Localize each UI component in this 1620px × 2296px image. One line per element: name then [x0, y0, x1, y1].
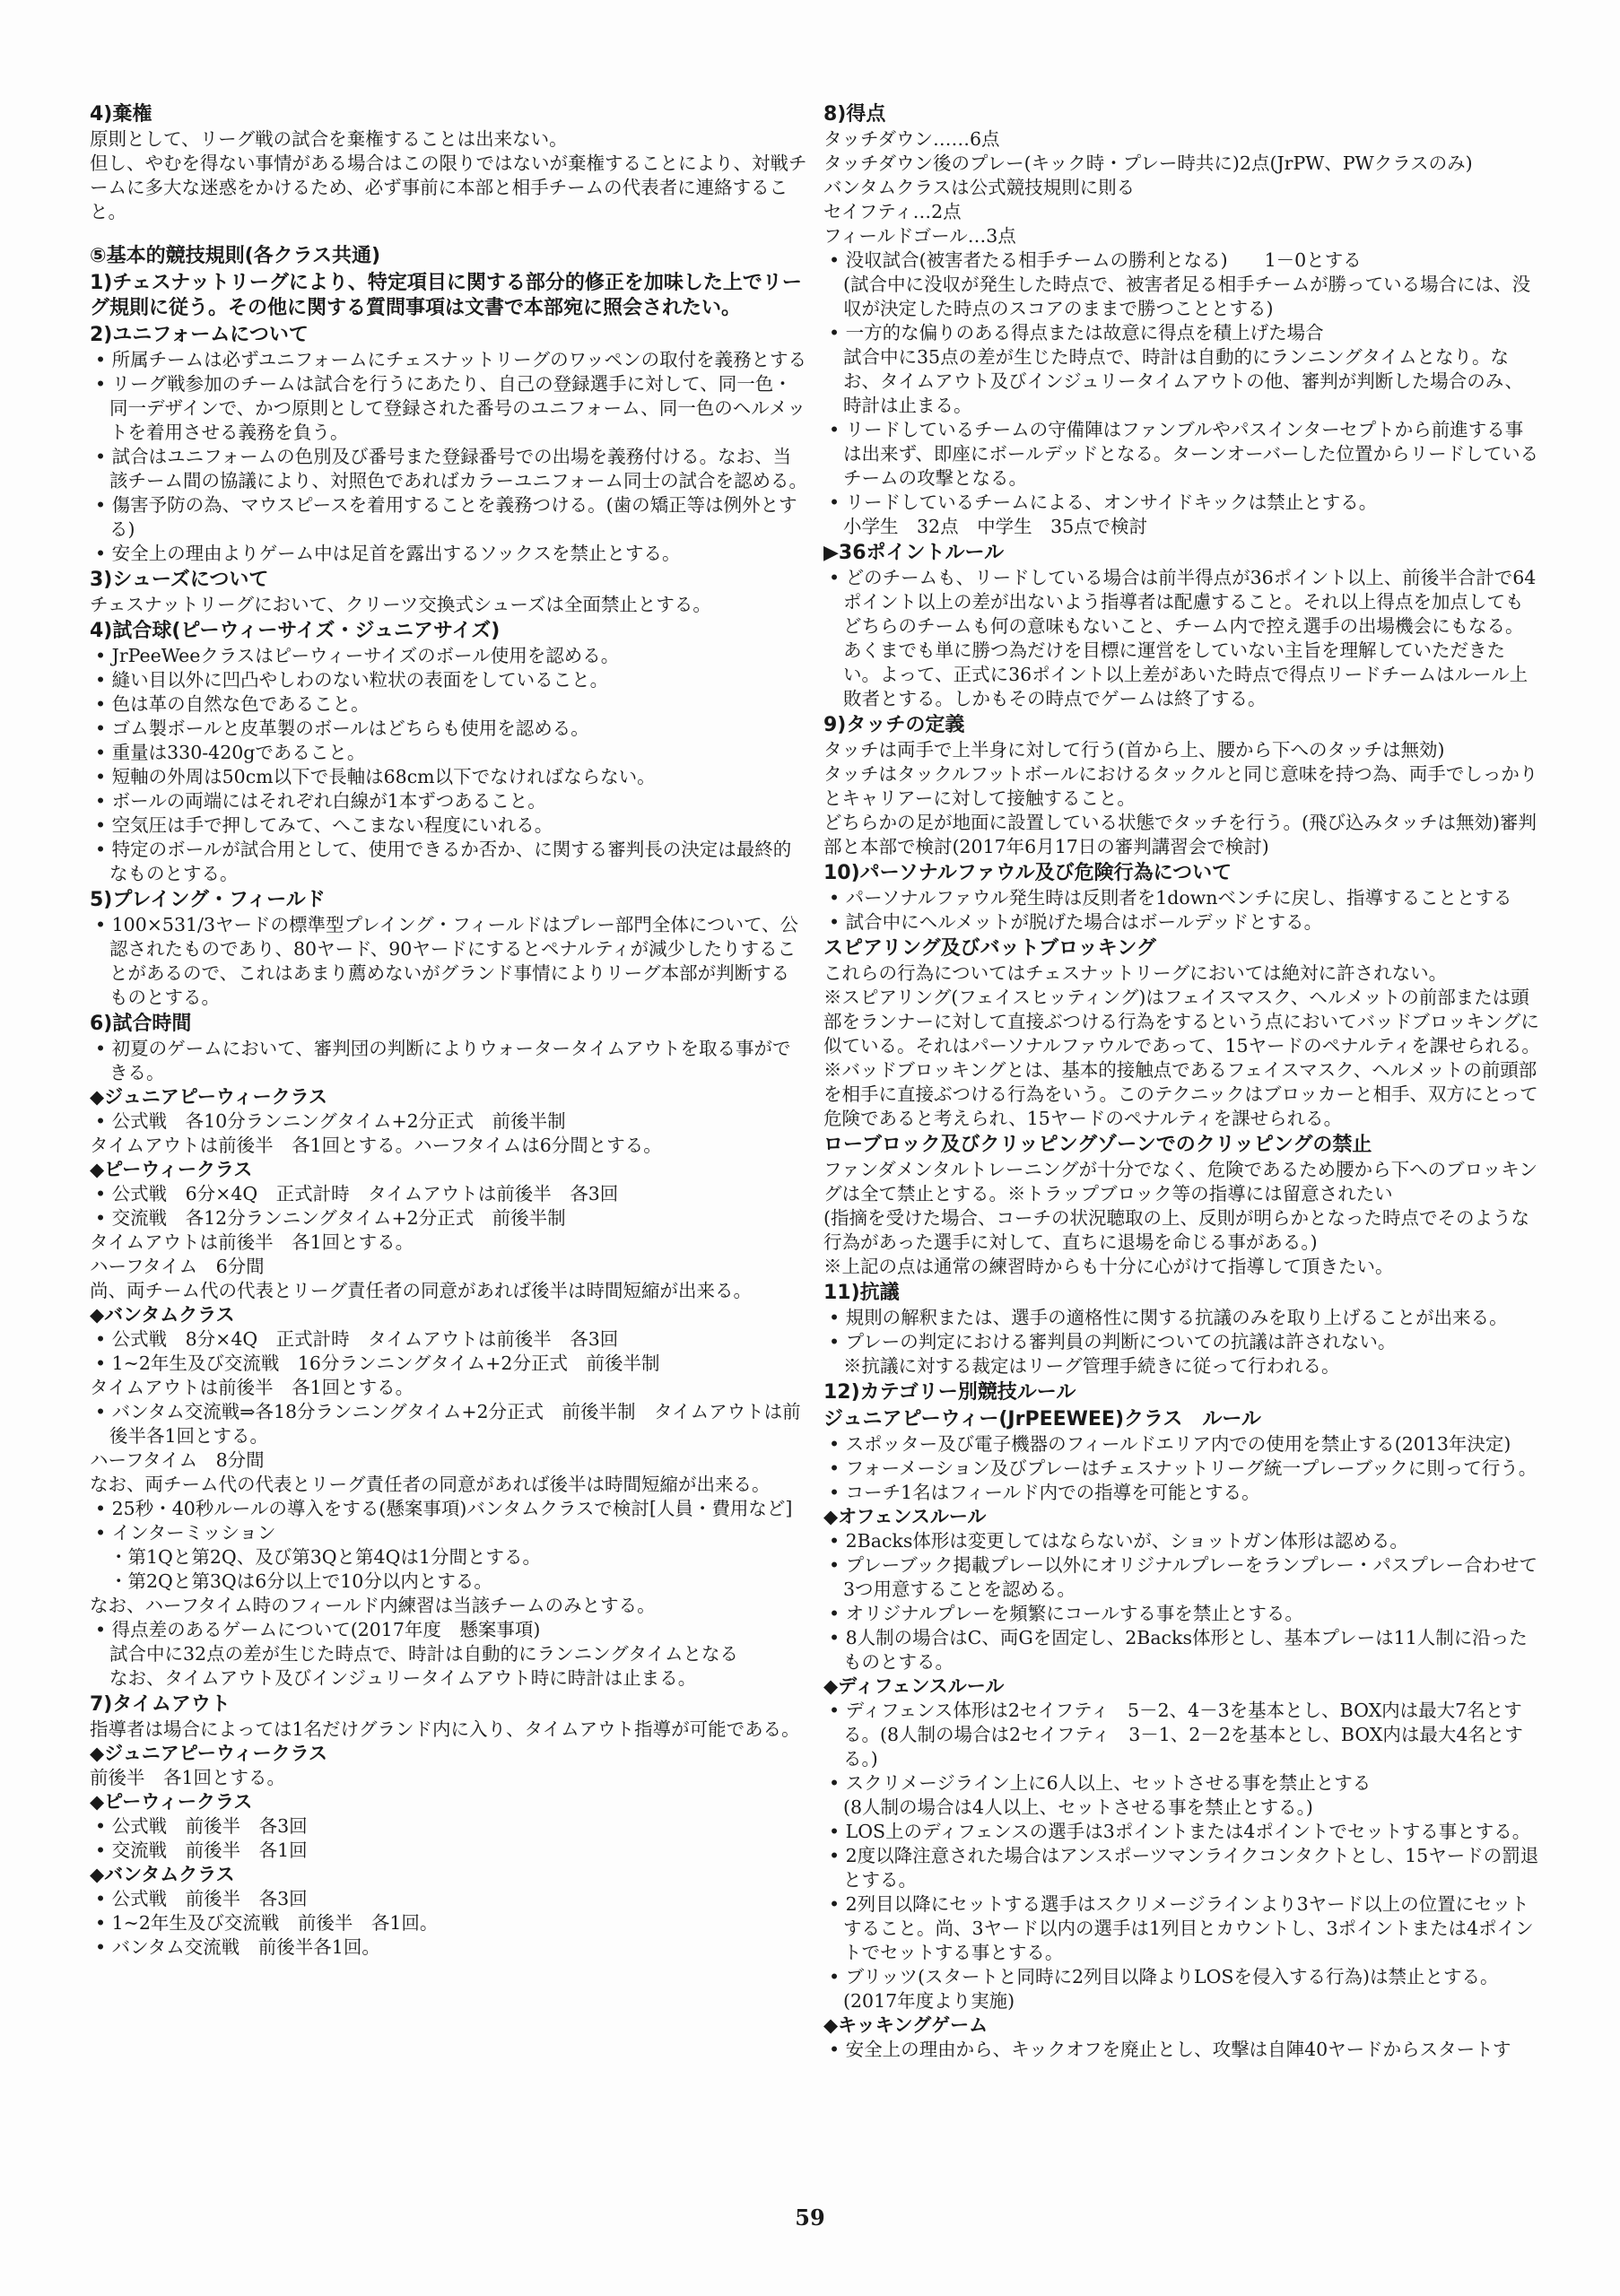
- bullet-item: • 安全上の理由よりゲーム中は足首を露出するソックスを禁止とする。: [90, 542, 807, 566]
- bullet-item: • パーソナルファウル発生時は反則者を1downベンチに戻し、指導することとする: [823, 886, 1541, 910]
- bullet-item: • LOS上のディフェンスの選手は3ポイントまたは4ポイントでセットする事とする。: [823, 1820, 1541, 1844]
- section-heading: 3)シューズについて: [90, 569, 269, 591]
- bullet-item: • 25秒・40秒ルールの導入をする(懸案事項)バンタムクラスで検討[人員・費用など]: [90, 1497, 807, 1521]
- bullet-item: • 縫い目以外に凹凸やしわのない粒状の表面をしていること。: [90, 668, 807, 692]
- section-heading: 1)チェスナットリーグにより、特定項目に関する部分的修正を加味した上でリーグ規則に従う。その他に関する質問事項は文書で本部宛に照会されたい。: [90, 272, 802, 319]
- paragraph: 原則として、リーグ戦の試合を棄権することは出来ない。: [90, 128, 568, 150]
- paragraph: 小学生 32点 中学生 35点で検討: [843, 516, 1148, 537]
- section-heading: 8)得点: [823, 103, 886, 126]
- bullet-item: • 短軸の外周は50cm以下で長軸は68cm以下でなければならない。: [90, 765, 807, 789]
- bullet-item: • 交流戦 各12分ランニングタイム+2分正式 前後半制: [90, 1206, 807, 1231]
- section-heading: 7)タイムアウト: [90, 1693, 231, 1716]
- class-heading: ◆キッキングゲーム: [823, 2014, 989, 2036]
- paragraph: 前後半 各1回とする。: [90, 1767, 286, 1788]
- section-heading: 5)プレイング・フィールド: [90, 889, 326, 911]
- paragraph: ハーフタイム 6分間: [90, 1256, 265, 1277]
- bullet-item: • 空気圧は手で押してみて、へこまない程度にいれる。: [90, 813, 807, 838]
- paragraph: ファンダメンタルトレーニングが十分でなく、危険であるため腰から下へのブロッキングは全て禁止とする。※トラップブロック等の指導には留意されたい: [823, 1159, 1538, 1205]
- bullet-item: • 交流戦 前後半 各1回: [90, 1839, 807, 1863]
- paragraph: ・第2Qと第3Qは6分以上で10分以内とする。: [109, 1570, 492, 1592]
- bullet-item: • バンタム交流戦⇒各18分ランニングタイム+2分正式 前後半制 タイムアウトは前後半各1回とする。: [90, 1400, 807, 1448]
- class-heading: ◆ピーウィークラス: [90, 1791, 253, 1813]
- bullet-item: • 初夏のゲームにおいて、審判団の判断によりウォータータイムアウトを取る事ができる。: [90, 1037, 807, 1085]
- bullet-item: • 得点差のあるゲームについて(2017年度 懸案事項): [90, 1618, 807, 1642]
- paragraph: どちらかの足が地面に設置している状態でタッチを行う。(飛び込みタッチは無効)審判部と本部で検討(2017年6月17日の審判講習会で検討): [823, 812, 1537, 857]
- class-heading: ◆オフェンスルール: [823, 1506, 987, 1527]
- class-heading: ◆ピーウィークラス: [90, 1159, 253, 1180]
- paragraph: これらの行為についてはチェスナットリーグにおいては絶対に許されない。: [823, 962, 1448, 984]
- paragraph: なお、ハーフタイム時のフィールド内練習は当該チームのみとする。: [90, 1595, 656, 1616]
- section-heading: 11)抗議: [823, 1282, 900, 1304]
- section-heading: 6)試合時間: [90, 1013, 192, 1035]
- paragraph: (試合中に没収が発生した時点で、被害者足る相手チームが勝っている場合には、没収が決定した時点のスコアのままで勝つこととする): [843, 274, 1531, 319]
- paragraph: 試合中に35点の差が生じた時点で、時計は自動的にランニングタイムとなり。なお、タイムアウト及びインジュリータイムアウトの他、審判が判断した場合のみ、時計は止まる。: [843, 346, 1523, 416]
- paragraph: 但し、やむを得ない事情がある場合はこの限りではないが棄権することにより、対戦チームに多大な迷惑をかけるため、必ず事前に本部と相手チームの代表者に連絡すること。: [90, 152, 807, 222]
- paragraph: なお、両チーム代の代表とリーグ責任者の同意があれば後半は時間短縮が出来る。: [90, 1474, 771, 1495]
- bullet-item: • ブリッツ(スタートと同時に2列目以降よりLOSを侵入する行為)は禁止とする。(2017年度より実施): [823, 1965, 1541, 2013]
- class-heading: ◆ジュニアピーウィークラス: [90, 1086, 327, 1108]
- paragraph: ・第1Qと第2Q、及び第3Qと第4Qは1分間とする。: [109, 1546, 541, 1568]
- section-heading: ジュニアピーウィー(JrPEEWEE)クラス ルール: [823, 1408, 1261, 1431]
- bullet-item: • リードしているチームの守備陣はファンブルやパスインターセプトから前進する事は出来ず、即座にボールデッドとなる。ターンオーバーした位置からリードしているチームの攻撃となる。: [823, 418, 1541, 491]
- bullet-item: • 公式戦 前後半 各3回: [90, 1814, 807, 1839]
- bullet-item: • 重量は330-420gであること。: [90, 741, 807, 765]
- paragraph: タッチダウン……6点: [823, 128, 1000, 150]
- section-heading: 4)棄権: [90, 103, 152, 126]
- bullet-item: • オリジナルプレーを頻繁にコールする事を禁止とする。: [823, 1602, 1541, 1626]
- paragraph: タイムアウトは前後半 各1回とする。: [90, 1231, 414, 1253]
- bullet-item: • スポッター及び電子機器のフィールドエリア内での使用を禁止する(2013年決定): [823, 1432, 1541, 1457]
- bullet-item: • ディフェンス体形は2セイフティ 5－2、4－3を基本とし、BOX内は最大7名とする。(8人制の場合は2セイフティ 3－1、2－2を基本とし、BOX内は最大4名とする。): [823, 1699, 1541, 1771]
- bullet-item: • リードしているチームによる、オンサイドキックは禁止とする。: [823, 491, 1541, 515]
- bullet-item: • 没収試合(被害者たる相手チームの勝利となる) 1－0とする: [823, 248, 1541, 273]
- bullet-item: • 8人制の場合はC、両Gを固定し、2Backs体形とし、基本プレーは11人制に沿ったものとする。: [823, 1626, 1541, 1674]
- paragraph: ※バッドブロッキングとは、基本的接触点であるフェイスマスク、ヘルメットの前頭部を相手に直接ぶつける行為をいう。このテクニックはブロッカーと相手、双方にとって危険であると考えられ、15ヤードのペナルティを課せられる。: [823, 1059, 1538, 1129]
- bullet-item: • 公式戦 前後半 各3回: [90, 1887, 807, 1911]
- section-heading: 12)カテゴリー別競技ルール: [823, 1381, 1076, 1404]
- bullet-item: • 1~2年生及び交流戦 16分ランニングタイム+2分正式 前後半制: [90, 1352, 807, 1376]
- left-column: [90, 100, 807, 1960]
- paragraph: (指摘を受けた場合、コーチの状況聴取の上、反則が明らかとなった時点でそのような行為があった選手に対して、直ちに退場を命じる事がある。): [823, 1207, 1529, 1253]
- paragraph: タッチダウン後のプレー(キック時・プレー時共に)2点(JrPW、PWクラスのみ): [823, 152, 1473, 174]
- bullet-item: • インターミッション: [90, 1521, 807, 1545]
- paragraph: タイムアウトは前後半 各1回とする。: [90, 1377, 414, 1398]
- class-heading: ◆バンタムクラス: [90, 1304, 235, 1326]
- paragraph: ※上記の点は通常の練習時からも十分に心がけて指導して頂きたい。: [823, 1256, 1394, 1277]
- paragraph: タッチはタックルフットボールにおけるタックルと同じ意味を持つ為、両手でしっかりとキャリアーに対して接触すること。: [823, 763, 1538, 809]
- bullet-item: • フォーメーション及びプレーはチェスナットリーグ統一プレーブックに則って行う。: [823, 1457, 1541, 1481]
- bullet-item: • ボールの両端にはそれぞれ白線が1本ずつあること。: [90, 789, 807, 813]
- bullet-item: • 公式戦 8分×4Q 正式計時 タイムアウトは前後半 各3回: [90, 1327, 807, 1352]
- section-heading: 9)タッチの定義: [823, 714, 965, 736]
- page-number: 59: [795, 2205, 825, 2231]
- section-heading: ローブロック及びクリッピングゾーンでのクリッピングの禁止: [823, 1134, 1372, 1156]
- bullet-item: • 2Backs体形は変更してはならないが、ショットガン体形は認める。: [823, 1529, 1541, 1553]
- class-heading: ◆バンタムクラス: [90, 1864, 235, 1885]
- section-heading: スピアリング及びバットブロッキング: [823, 937, 1156, 960]
- bullet-item: • 色は革の自然な色であること。: [90, 692, 807, 717]
- bullet-item: • 公式戦 6分×4Q 正式計時 タイムアウトは前後半 各3回: [90, 1182, 807, 1206]
- bullet-item: • JrPeeWeeクラスはピーウィーサイズのボール使用を認める。: [90, 644, 807, 668]
- spacer: [90, 224, 807, 242]
- section-heading: ⑤基本的競技規則(各クラス共通): [90, 245, 381, 267]
- paragraph: (8人制の場合は4人以上、セットさせる事を禁止とする。): [843, 1796, 1313, 1818]
- bullet-item: • バンタム交流戦 前後半各1回。: [90, 1935, 807, 1960]
- bullet-item: • 一方的な偏りのある得点または故意に得点を積上げた場合: [823, 321, 1541, 345]
- bullet-item: • プレーの判定における審判員の判断についての抗議は許されない。: [823, 1330, 1541, 1354]
- paragraph: タイムアウトは前後半 各1回とする。ハーフタイムは6分間とする。: [90, 1135, 662, 1156]
- bullet-item: • スクリメージライン上に6人以上、セットさせる事を禁止とする: [823, 1771, 1541, 1796]
- bullet-item: • 安全上の理由から、キックオフを廃止とし、攻撃は自陣40ヤードからスタートす: [823, 2038, 1541, 2062]
- bullet-item: • 2列目以降にセットする選手はスクリメージラインより3ヤード以上の位置にセットすること。尚、3ヤード以内の選手は1列目とカウントし、3ポイントまたは4ポイントでセットする事とする。: [823, 1892, 1541, 1965]
- paragraph: タッチは両手で上半身に対して行う(首から上、腰から下へのタッチは無効): [823, 739, 1445, 761]
- bullet-item: • 試合中にヘルメットが脱げた場合はボールデッドとする。: [823, 910, 1541, 935]
- paragraph: フィールドゴール…3点: [823, 225, 1016, 247]
- bullet-item: • 傷害予防の為、マウスピースを着用することを義務つける。(歯の矯正等は例外とする): [90, 493, 807, 542]
- bullet-item: • 特定のボールが試合用として、使用できるか否か、に関する審判長の決定は最終的なものとする。: [90, 838, 807, 886]
- bullet-item: • リーグ戦参加のチームは試合を行うにあたり、自己の登録選手に対して、同一色・同一デザインで、かつ原則として登録された番号のユニフォーム、同一色のヘルメットを着用させる義務を負う。: [90, 372, 807, 445]
- bullet-item: • 試合はユニフォームの色別及び番号また登録番号での出場を義務付ける。なお、当該チーム間の協議により、対照色であればカラーユニフォーム同士の試合を認める。: [90, 445, 807, 493]
- paragraph: ※スピアリング(フェイスヒッティング)はフェイスマスク、ヘルメットの前部または頭部をランナーに対して直接ぶつける行為をするという点においてバッドブロッキングに似ている。それはパーソナルファウルであって、15ヤードのペナルティを課せられる。: [823, 987, 1540, 1057]
- bullet-item: • 100×531/3ヤードの標準型プレイング・フィールドはプレー部門全体について、公認されたものであり、80ヤード、90ヤードにするとペナルティが減少したりすることがあるので、これはあまり薦めないがグランド事情によりリーグ本部が判断するものとする。: [90, 913, 807, 1010]
- bullet-item: • ゴム製ボールと皮革製のボールはどちらも使用を認める。: [90, 717, 807, 741]
- paragraph: セイフティ…2点: [823, 201, 962, 222]
- bullet-item: • 公式戦 各10分ランニングタイム+2分正式 前後半制: [90, 1109, 807, 1134]
- bullet-item: • どのチームも、リードしている場合は前半得点が36ポイント以上、前後半合計で64ポイント以上の差が出ないよう指導者は配慮すること。それ以上得点を加点してもどちらのチームも何の意味もないこと、チーム内で控え選手の出場機会にもなる。あくまでも単に勝つ為だけを目標に運営をしていない主旨を理解していただきたい。よって、正式に36ポイント以上差があいた時点で得点リードチームはルール上敗者とする。しかもその時点でゲームは終了する。: [823, 566, 1541, 711]
- bullet-item: • プレーブック掲載プレー以外にオリジナルプレーをランプレー・パスプレー合わせて3つ用意することを認める。: [823, 1553, 1541, 1602]
- paragraph: 尚、両チーム代の代表とリーグ責任者の同意があれば後半は時間短縮が出来る。: [90, 1280, 752, 1301]
- right-column: [823, 100, 1541, 2062]
- bullet-item: • 2度以降注意された場合はアンスポーツマンライクコンタクトとし、15ヤードの罰退とする。: [823, 1844, 1541, 1892]
- paragraph: チェスナットリーグにおいて、クリーツ交換式シューズは全面禁止とする。: [90, 594, 711, 615]
- section-heading: 10)パーソナルファウル及び危険行為について: [823, 862, 1232, 884]
- class-heading: ◆ディフェンスルール: [823, 1675, 1005, 1697]
- paragraph: なお、タイムアウト及びインジュリータイムアウト時に時計は止まる。: [109, 1667, 697, 1689]
- bullet-item: • 1~2年生及び交流戦 前後半 各1回。: [90, 1911, 807, 1935]
- section-heading: 4)試合球(ピーウィーサイズ・ジュニアサイズ): [90, 620, 501, 642]
- section-heading: 2)ユニフォームについて: [90, 324, 309, 346]
- paragraph: 試合中に32点の差が生じた時点で、時計は自動的にランニングタイムとなる: [109, 1643, 738, 1665]
- paragraph: ※抗議に対する裁定はリーグ管理手続きに従って行われる。: [843, 1355, 1340, 1377]
- bullet-item: • コーチ1名はフィールド内での指導を可能とする。: [823, 1481, 1541, 1505]
- bullet-item: • 所属チームは必ずユニフォームにチェスナットリーグのワッペンの取付を義務とする: [90, 348, 807, 372]
- section-heading: ▶36ポイントルール: [823, 542, 1005, 564]
- paragraph: 指導者は場合によっては1名だけグランド内に入り、タイムアウト指導が可能である。: [90, 1718, 800, 1740]
- paragraph: バンタムクラスは公式競技規則に則る: [823, 177, 1136, 198]
- class-heading: ◆ジュニアピーウィークラス: [90, 1743, 327, 1764]
- bullet-item: • 規則の解釈または、選手の適格性に関する抗議のみを取り上げることが出来る。: [823, 1306, 1541, 1330]
- paragraph: ハーフタイム 8分間: [90, 1449, 265, 1471]
